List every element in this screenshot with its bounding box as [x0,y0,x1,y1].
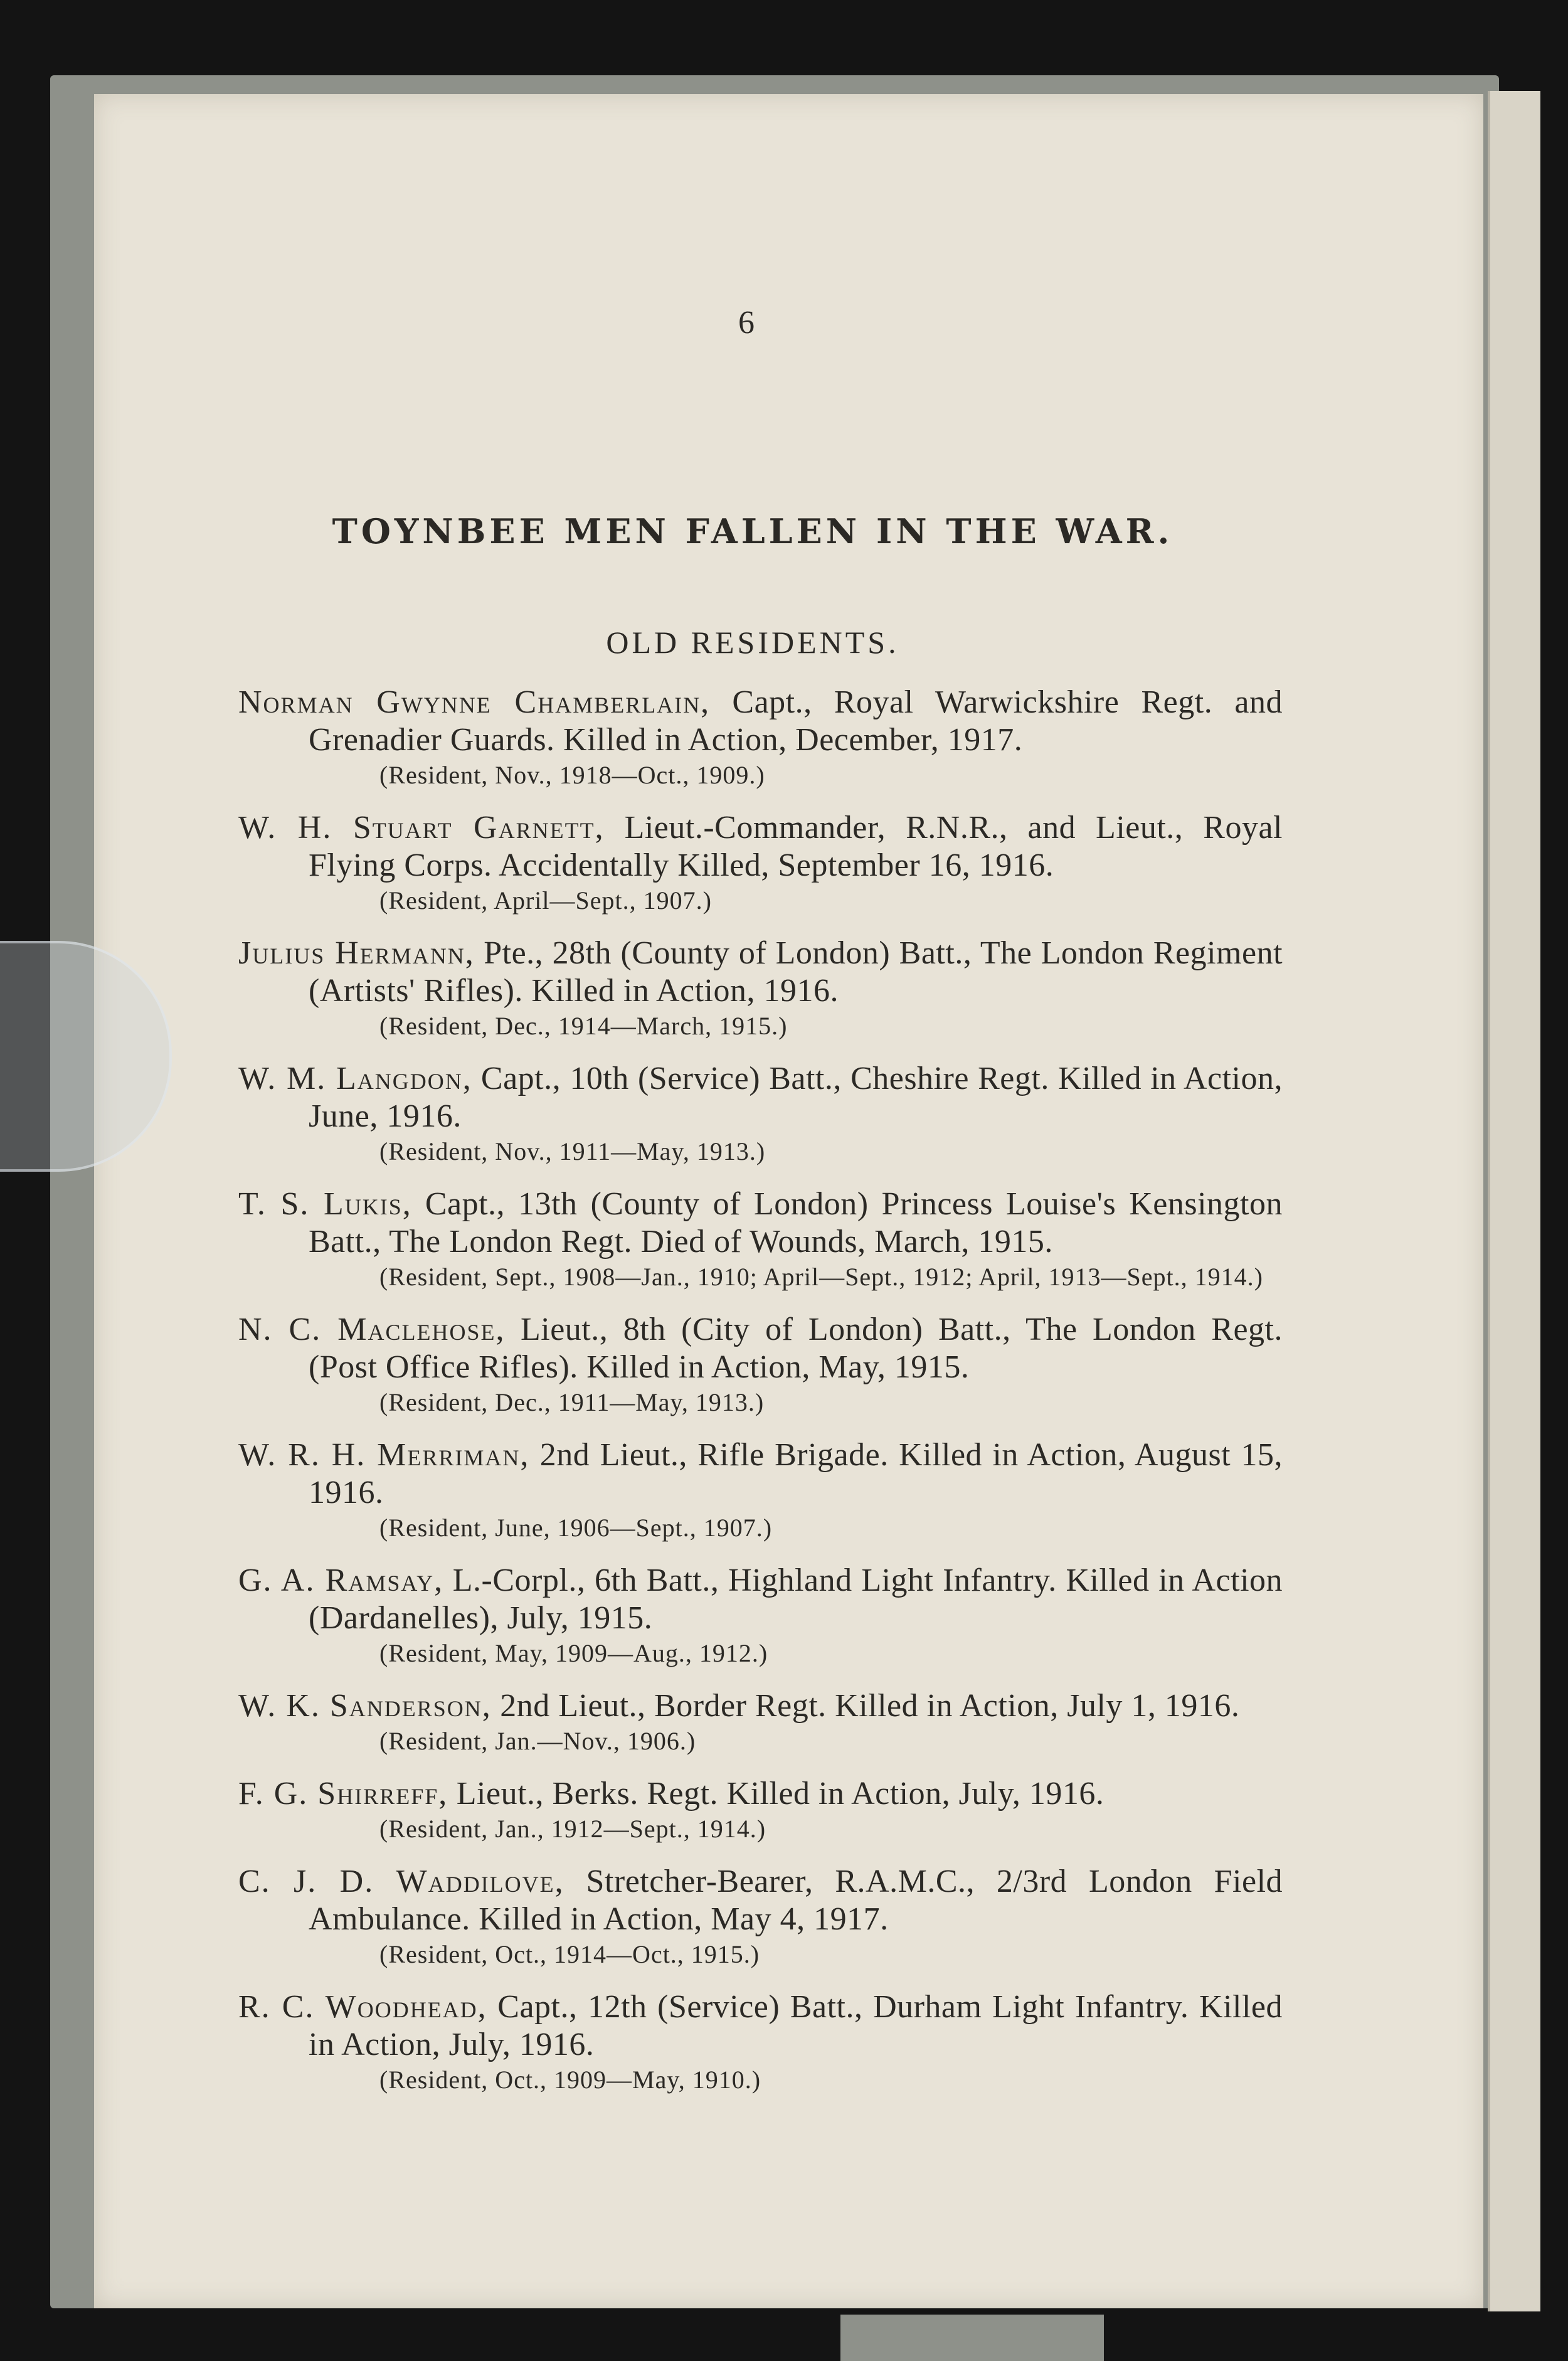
entry-name: W. K. Sanderson, [238,1688,492,1724]
entry-residence: (Resident, Nov., 1918—Oct., 1909.) [379,761,765,789]
entry-details: Capt., Royal Warwickshire Regt. and Grenadier Guards. Killed in Action, December, 1917. [309,684,1283,758]
list-item [238,1687,1283,1758]
list-item [238,1562,1283,1670]
entry-name: W. R. H. Merriman, [238,1437,530,1473]
entry-residence: (Resident, Jan.—Nov., 1906.) [379,1727,696,1755]
entry-name: G. A. Ramsay, [238,1563,444,1598]
entry-name: N. C. Maclehose, [238,1312,506,1347]
entry-name: C. J. D. Waddilove, [238,1864,564,1899]
list-item [238,684,1283,792]
bottom-tab [840,2315,1104,2361]
entry-residence: (Resident, April—Sept., 1907.) [379,886,712,915]
entry-details: Capt., 13th (County of London) Princess Louise's Kensington Batt., The London Regt. Died of Wounds, March, 1915. [309,1186,1283,1260]
entry-details: Capt., 10th (Service) Batt., Cheshire Regt. Killed in Action, June, 1916. [309,1061,1283,1134]
entry-details: 2nd Lieut., Rifle Brigade. Killed in Action, August 15, 1916. [309,1437,1283,1510]
entry-details: L.-Corpl., 6th Batt., Highland Light Infantry. Killed in Action (Dardanelles), July, 1915. [309,1563,1283,1636]
entry-details: Stretcher-Bearer, R.A.M.C., 2/3rd London Field Ambulance. Killed in Action, May 4, 1917. [309,1864,1283,1937]
entry-details: Capt., 12th (Service) Batt., Durham Light Infantry. Killed in Action, July, 1916. [309,1989,1283,2062]
entry-residence: (Resident, June, 1906—Sept., 1907.) [379,1514,773,1542]
entry-name: T. S. Lukis, [238,1186,412,1222]
list-item [238,1186,1283,1293]
list-item [238,1863,1283,1971]
entry-residence: (Resident, Nov., 1911—May, 1913.) [379,1137,766,1165]
entry-residence: (Resident, May, 1909—Aug., 1912.) [379,1639,768,1667]
entry-name: Julius Hermann, [238,935,475,971]
entry-residence: (Resident, Oct., 1914—Oct., 1915.) [379,1940,760,1968]
list-item [238,1775,1283,1845]
list-item [238,809,1283,917]
list-item [238,1436,1283,1544]
entry-name: F. G. Shirreff, [238,1776,448,1812]
entry-residence: (Resident, Sept., 1908—Jan., 1910; April—Sept., 1912; April, 1913—Sept., 1914.) [379,1263,1263,1291]
page-number: 6 [738,305,755,341]
memorial-list [238,684,1283,2114]
entry-residence: (Resident, Dec., 1911—May, 1913.) [379,1388,765,1416]
entry-details: Pte., 28th (County of London) Batt., The London Regiment (Artists' Rifles). Killed in Action, 1916. [309,935,1283,1009]
entry-details: Lieut., 8th (City of London) Batt., The London Regt. (Post Office Rifles). Killed in Action, May, 1915. [309,1312,1283,1385]
list-item [238,1311,1283,1419]
entry-details: 2nd Lieut., Border Regt. Killed in Action, July 1, 1916. [500,1688,1240,1724]
entry-name: W. H. Stuart Garnett, [238,810,605,846]
list-item [238,935,1283,1043]
entry-residence: (Resident, Oct., 1909—May, 1910.) [379,2066,761,2094]
list-item [238,1988,1283,2096]
entry-name: Norman Gwynne Chamberlain, [238,684,711,720]
facing-page-edge [1488,91,1540,2311]
entry-residence: (Resident, Dec., 1914—March, 1915.) [379,1012,788,1040]
page-title: TOYNBEE MEN FALLEN IN THE WAR. [332,511,1173,551]
entry-residence: (Resident, Jan., 1912—Sept., 1914.) [379,1815,766,1843]
entry-details: Lieut., Berks. Regt. Killed in Action, July, 1916. [456,1776,1104,1812]
entry-details: Lieut.-Commander, R.N.R., and Lieut., Royal Flying Corps. Accidentally Killed, September 16, 1916. [309,810,1283,883]
entry-name: R. C. Woodhead, [238,1989,487,2025]
section-heading: OLD RESIDENTS. [606,625,899,660]
list-item [238,1060,1283,1168]
entry-name: W. M. Langdon, [238,1061,472,1096]
